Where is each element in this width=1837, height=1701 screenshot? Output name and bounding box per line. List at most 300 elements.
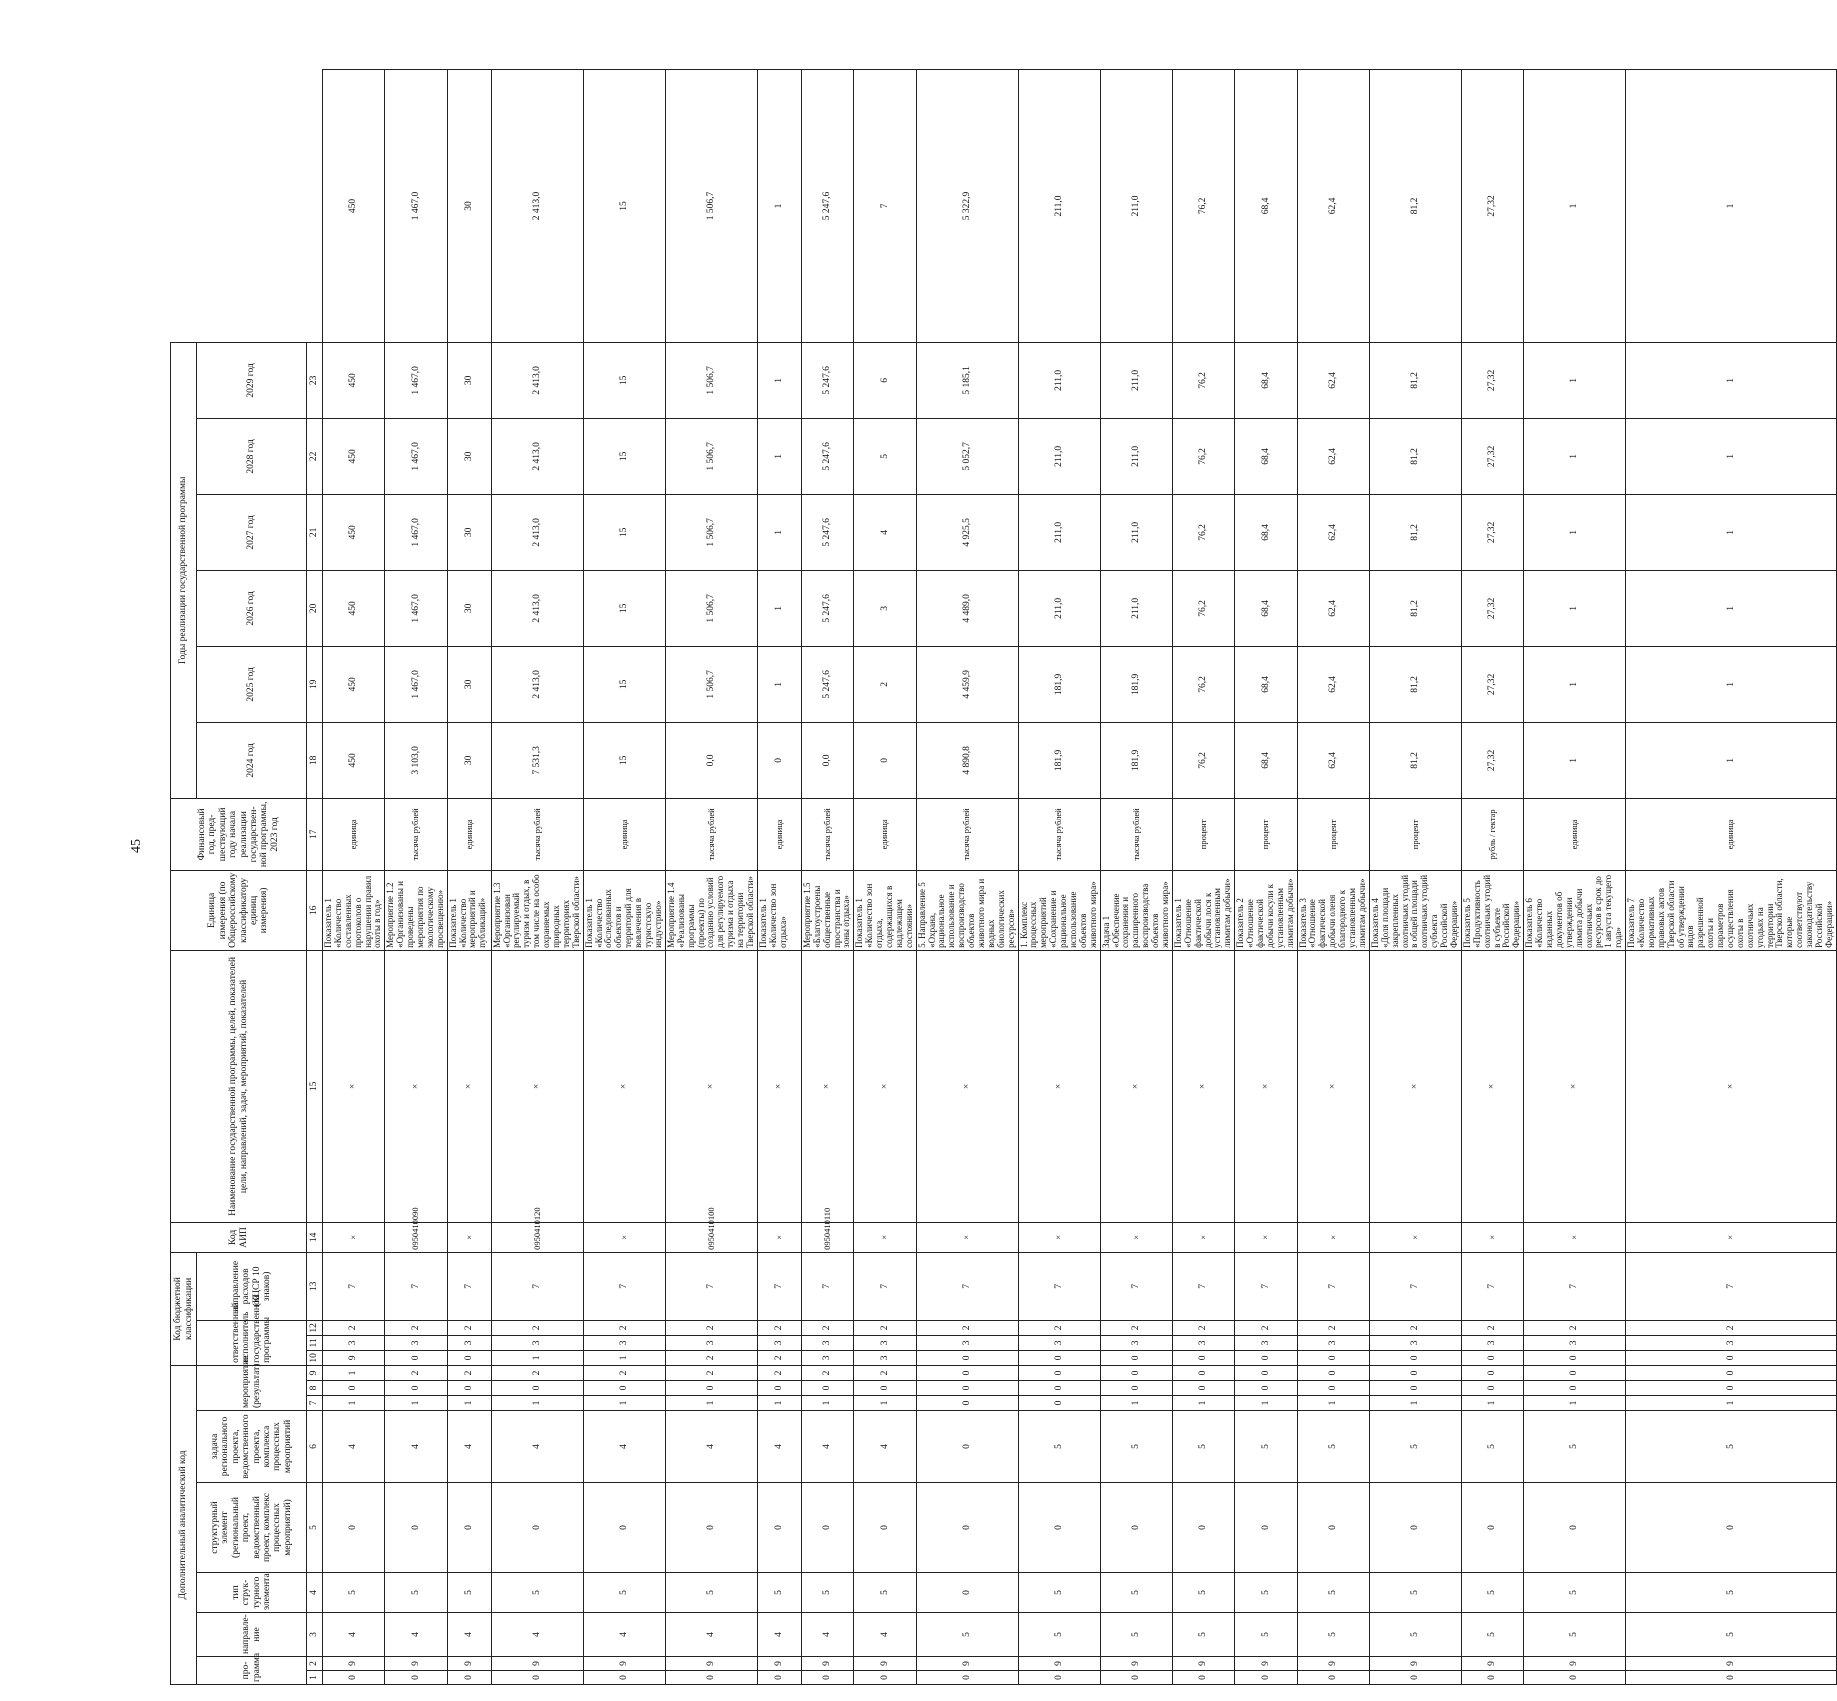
column-number: 11 (307, 1335, 323, 1350)
code-cell: 0 (1626, 1483, 1837, 1573)
code-cell: × (1235, 950, 1297, 1222)
column-number: 17 (307, 798, 323, 870)
value-year: 1 (1524, 342, 1626, 418)
value-year: 1 (757, 570, 801, 646)
code-cell: 4 (665, 1613, 757, 1657)
code-cell: 0 (1297, 1483, 1369, 1573)
code-cell: 4 (491, 1411, 583, 1483)
value-year: 1 467,0 (385, 646, 447, 722)
column-number: 14 (307, 1222, 323, 1252)
value-year: 211,0 (1018, 418, 1100, 494)
value-year: 211,0 (1018, 494, 1100, 570)
header-fin-year: Финансовый год, пред-шествующий году начала реализации государствен-ной программы, 2023 год (171, 798, 307, 870)
code-cell: 0 (665, 1381, 757, 1396)
value-year: 68,4 (1235, 570, 1297, 646)
code-cell: 4 (385, 1411, 447, 1483)
code-cell: 0 (1100, 1350, 1172, 1365)
row-unit: тысяча рублей (1100, 798, 1172, 870)
header-year-2025: 2025 год (197, 646, 307, 722)
code-cell: 0 (1524, 1671, 1626, 1685)
code-cell: 3 (916, 1335, 1018, 1350)
code-cell: 2 (1172, 1320, 1234, 1335)
code-cell: 0 (447, 1381, 491, 1396)
value-year: 30 (447, 418, 491, 494)
value-year: 1 467,0 (385, 494, 447, 570)
code-cell: 2 (1626, 1320, 1837, 1335)
header-year-2028: 2028 год (197, 418, 307, 494)
table-row (801, 70, 853, 1685)
code-cell: 3 (1235, 1335, 1297, 1350)
row-name: Мероприятие 1.4 «Реализованы программы (проекты) по созданию условий для регулируемого туризма и отдыха на территории Тверской области» (665, 870, 757, 950)
code-cell: 7 (1369, 1252, 1461, 1320)
code-cell: 0 (1235, 1381, 1297, 1396)
table-row (1297, 70, 1369, 1685)
code-cell: 4 (801, 1613, 853, 1657)
value-year: 15 (583, 418, 665, 494)
value-year: 2 413,0 (491, 494, 583, 570)
code-cell: 0 (1524, 1483, 1626, 1573)
table-row (1235, 70, 1297, 1685)
value-year: 5 247,6 (801, 646, 853, 722)
value-year: 211,0 (1100, 494, 1172, 570)
column-number: 4 (307, 1573, 323, 1613)
column-number: 8 (307, 1381, 323, 1396)
code-cell: 1 (1297, 1396, 1369, 1411)
column-number: 15 (307, 950, 323, 1222)
code-cell: 1 (583, 1350, 665, 1365)
code-cell: 1 (323, 1365, 385, 1380)
value-2023: 1 (1524, 722, 1626, 798)
column-number: 23 (307, 342, 323, 418)
code-cell: 4 (757, 1613, 801, 1657)
table-row (323, 70, 385, 1685)
row-unit: тысяча рублей (491, 798, 583, 870)
code-cell: 2 (1297, 1320, 1369, 1335)
table-row (447, 70, 491, 1685)
row-unit: процент (1235, 798, 1297, 870)
code-cell: 0 (1369, 1365, 1461, 1380)
value-2023: 181,9 (1100, 722, 1172, 798)
value-year: 1 467,0 (385, 570, 447, 646)
value-year: 2 413,0 (491, 646, 583, 722)
value-year: 5 247,6 (801, 570, 853, 646)
code-cell: × (1018, 1222, 1100, 1252)
header-struct-type: тип струк-турного элемента (197, 1573, 307, 1613)
value-year: 2 413,0 (491, 70, 583, 343)
code-cell: 2 (323, 1320, 385, 1335)
value-year: 1 467,0 (385, 418, 447, 494)
column-number: 19 (307, 646, 323, 722)
code-cell: 0 (1297, 1350, 1369, 1365)
code-cell: × (583, 1222, 665, 1252)
value-year: 211,0 (1100, 342, 1172, 418)
code-cell: × (916, 950, 1018, 1222)
code-cell: 0 (323, 1483, 385, 1573)
code-cell: 0 (583, 1381, 665, 1396)
value-2023: 0 (854, 722, 916, 798)
code-cell: 1 (1524, 1396, 1626, 1411)
code-cell: 5 (854, 1573, 916, 1613)
code-cell: 9 (1524, 1657, 1626, 1671)
code-cell: 1 (1369, 1396, 1461, 1411)
code-cell: 4 (583, 1613, 665, 1657)
column-number-row (307, 70, 323, 1685)
code-cell: × (1100, 950, 1172, 1222)
code-cell: 0 (854, 1483, 916, 1573)
code-cell: × (323, 1222, 385, 1252)
code-cell: × (665, 950, 757, 1222)
code-cell: 9 (1100, 1657, 1172, 1671)
value-year: 62,4 (1297, 646, 1369, 722)
value-year: 5 322,9 (916, 70, 1018, 343)
code-cell: × (1524, 1222, 1626, 1252)
code-cell: 0 (1018, 1381, 1100, 1396)
code-cell: 3 (583, 1335, 665, 1350)
code-cell: 5 (1018, 1613, 1100, 1657)
code-cell: × (1461, 950, 1523, 1222)
row-name: Показатель 1 «Количество зон отдыха, содержащихся в надлежащем состоянии» (854, 870, 916, 950)
code-cell: 5 (1235, 1411, 1297, 1483)
code-cell: 0 (1297, 1671, 1369, 1685)
code-cell: 0 (1524, 1365, 1626, 1380)
code-cell: 0 (491, 1381, 583, 1396)
code-cell: 5 (801, 1573, 853, 1613)
column-number: 5 (307, 1483, 323, 1573)
value-2023: 15 (583, 722, 665, 798)
code-cell: 0 (1018, 1671, 1100, 1685)
value-year: 15 (583, 70, 665, 343)
code-cell: 3 (1018, 1335, 1100, 1350)
code-cell: 0 (385, 1483, 447, 1573)
code-cell: 2 (801, 1320, 853, 1335)
code-cell: 9 (1626, 1657, 1837, 1671)
code-cell: 1 (801, 1396, 853, 1411)
value-year: 1 (1626, 494, 1837, 570)
code-cell: 0950410090 (385, 1222, 447, 1252)
value-year: 1 (1524, 418, 1626, 494)
code-cell: 2 (801, 1365, 853, 1380)
row-name: Показатель 1 «Количество зон отдыха» (757, 870, 801, 950)
value-year: 27,32 (1461, 342, 1523, 418)
header-years-group: Годы реализации государственной программы (171, 342, 197, 798)
code-cell: 9 (1235, 1657, 1297, 1671)
header-year-2026: 2026 год (197, 570, 307, 646)
table-row (583, 70, 665, 1685)
code-cell: × (1235, 1222, 1297, 1252)
code-cell: 0 (1018, 1365, 1100, 1380)
code-cell: × (1297, 1222, 1369, 1252)
column-number: 7 (307, 1396, 323, 1411)
value-year: 181,9 (1018, 646, 1100, 722)
code-cell: × (1461, 1222, 1523, 1252)
code-cell: 3 (801, 1335, 853, 1350)
value-year: 68,4 (1235, 342, 1297, 418)
column-number: 20 (307, 570, 323, 646)
row-name: Мероприятие 1.3 «Организован регулируемый туризм и отдых, в том числе на особо охраняемых природных территориях Тверской области» (491, 870, 583, 950)
code-cell: 0 (665, 1671, 757, 1685)
code-cell: 0 (1172, 1483, 1234, 1573)
value-year: 81,2 (1369, 494, 1461, 570)
code-cell: 5 (1524, 1613, 1626, 1657)
code-cell: 0 (1626, 1671, 1837, 1685)
code-cell: 0 (491, 1483, 583, 1573)
value-2023: 181,9 (1018, 722, 1100, 798)
row-name: Показатель 1 «Отношение фактической добычи лося к установленным лимитам добычи» (1172, 870, 1234, 950)
header-task: задача регионального проекта, ведомственного проекта, комплекса процессных мероприятий (197, 1411, 307, 1483)
row-name: Показатель 5 «Продуктивность охотничьих угодий в субъекте Российской Федерации» (1461, 870, 1523, 950)
code-cell: × (447, 950, 491, 1222)
code-cell: 3 (854, 1335, 916, 1350)
code-cell: 2 (447, 1365, 491, 1380)
code-cell: 5 (1461, 1411, 1523, 1483)
code-cell: 5 (757, 1573, 801, 1613)
code-cell: 0 (1100, 1483, 1172, 1573)
code-cell: 0 (385, 1381, 447, 1396)
code-cell: 1 (854, 1396, 916, 1411)
value-year: 4 459,9 (916, 646, 1018, 722)
code-cell: × (854, 1222, 916, 1252)
code-cell: 2 (1235, 1320, 1297, 1335)
value-2023: 81,2 (1369, 722, 1461, 798)
code-cell: 1 (323, 1396, 385, 1411)
code-cell: 2 (491, 1320, 583, 1335)
code-cell: 3 (1297, 1335, 1369, 1350)
value-year: 211,0 (1100, 570, 1172, 646)
row-unit: рубль / гектар (1461, 798, 1523, 870)
value-2023: 4 890,8 (916, 722, 1018, 798)
code-cell: 0 (1461, 1365, 1523, 1380)
code-cell: 1 (665, 1396, 757, 1411)
code-cell: 1 (757, 1396, 801, 1411)
row-name: Задача 1 «Обеспечение сохранения и расширенного воспроизводства объектов животного мира» (1100, 870, 1172, 950)
code-cell: 2 (916, 1320, 1018, 1335)
value-year: 5 185,1 (916, 342, 1018, 418)
value-year: 68,4 (1235, 494, 1297, 570)
value-year: 450 (323, 418, 385, 494)
code-cell: 0 (1369, 1671, 1461, 1685)
row-name: 1. Комплекс процессных мероприятий «Сохранение и рациональное использование объектов животного мира» (1018, 870, 1100, 950)
value-year: 211,0 (1100, 418, 1172, 494)
code-cell: 0 (854, 1671, 916, 1685)
row-unit: единица (583, 798, 665, 870)
code-cell: 0950410120 (491, 1222, 583, 1252)
code-cell: 0 (385, 1671, 447, 1685)
value-year: 211,0 (1018, 342, 1100, 418)
code-cell: × (1100, 1222, 1172, 1252)
code-cell: 0 (1100, 1381, 1172, 1396)
table-row (1018, 70, 1100, 1685)
code-cell: × (757, 1222, 801, 1252)
code-cell: 0 (491, 1671, 583, 1685)
code-cell: 3 (491, 1335, 583, 1350)
column-number: 6 (307, 1411, 323, 1483)
value-2023: 450 (323, 722, 385, 798)
value-2023: 1 (1626, 722, 1837, 798)
code-cell: 2 (1524, 1320, 1626, 1335)
code-cell: 0950410110 (801, 1222, 853, 1252)
code-cell: 7 (1235, 1252, 1297, 1320)
column-number: 10 (307, 1350, 323, 1365)
code-cell: 9 (854, 1657, 916, 1671)
header-name: Наименование государственной программы, целей, показателей цели, направлений, задач, мероприятий, показателей (171, 950, 307, 1222)
value-year: 27,32 (1461, 646, 1523, 722)
code-cell: 1 (491, 1396, 583, 1411)
header-year-2024: 2024 год (197, 722, 307, 798)
table-row (1626, 70, 1837, 1685)
value-year: 211,0 (1018, 570, 1100, 646)
code-cell: 0 (447, 1350, 491, 1365)
value-year: 15 (583, 494, 665, 570)
row-unit: тысяча рублей (801, 798, 853, 870)
value-year: 1 (1524, 646, 1626, 722)
row-unit: процент (1369, 798, 1461, 870)
code-cell: 5 (583, 1573, 665, 1613)
code-cell: 7 (385, 1252, 447, 1320)
code-cell: 5 (1297, 1613, 1369, 1657)
value-year: 15 (583, 646, 665, 722)
code-cell: 0 (1235, 1483, 1297, 1573)
value-year: 4 489,0 (916, 570, 1018, 646)
row-name: Показатель 4 «Доля площади закрепленных охотничьих угодий в общей площади охотничьих угодий субъекта Российской Федерации» (1369, 870, 1461, 950)
value-year: 62,4 (1297, 342, 1369, 418)
table-row (757, 70, 801, 1685)
row-name: Показатель 2 «Отношение фактической добычи косули к установленным лимитам добычи» (1235, 870, 1297, 950)
value-2023: 0 (757, 722, 801, 798)
value-2023: 0,0 (801, 722, 853, 798)
header-unit: Единица измерения (по Общероссийскому классификатору единиц измерения) (171, 870, 307, 950)
code-cell: 5 (1626, 1411, 1837, 1483)
code-cell: 0 (665, 1483, 757, 1573)
code-cell: 0 (1626, 1350, 1837, 1365)
code-cell: 0 (1018, 1483, 1100, 1573)
code-cell: × (916, 1222, 1018, 1252)
code-cell: × (801, 950, 853, 1222)
code-cell: 7 (323, 1252, 385, 1320)
code-cell: 3 (385, 1335, 447, 1350)
code-cell: 1 (1235, 1396, 1297, 1411)
value-year: 5 247,6 (801, 342, 853, 418)
value-year: 1 (757, 342, 801, 418)
row-unit: тысяча рублей (665, 798, 757, 870)
code-cell: 2 (1369, 1320, 1461, 1335)
value-year: 1 (1626, 70, 1837, 343)
value-2023: 76,2 (1172, 722, 1234, 798)
column-number: 13 (307, 1252, 323, 1320)
code-cell: 0 (801, 1671, 853, 1685)
code-cell: 9 (323, 1350, 385, 1365)
value-year: 62,4 (1297, 570, 1369, 646)
header-struct-element: структурный элемент (региональный проект, ведомственный проект, комплекс процессных мероприятий) (197, 1483, 307, 1573)
code-cell: 5 (1018, 1411, 1100, 1483)
code-cell: 7 (447, 1252, 491, 1320)
code-cell: 0 (1524, 1350, 1626, 1365)
code-cell: 7 (1461, 1252, 1523, 1320)
value-year: 181,9 (1100, 646, 1172, 722)
code-cell: 3 (1524, 1335, 1626, 1350)
value-year: 30 (447, 342, 491, 418)
column-number: 12 (307, 1320, 323, 1335)
value-2023: 7 531,3 (491, 722, 583, 798)
code-cell: 0 (1235, 1350, 1297, 1365)
code-cell: 2 (665, 1320, 757, 1335)
column-number: 21 (307, 494, 323, 570)
code-cell: 2 (583, 1320, 665, 1335)
value-year: 30 (447, 646, 491, 722)
code-cell: 2 (491, 1365, 583, 1380)
code-cell: 0 (323, 1671, 385, 1685)
column-number: 9 (307, 1365, 323, 1380)
value-year: 76,2 (1172, 70, 1234, 343)
code-cell: 1 (447, 1396, 491, 1411)
code-cell: 9 (1297, 1657, 1369, 1671)
code-cell: 5 (1297, 1411, 1369, 1483)
code-cell: 1 (385, 1396, 447, 1411)
value-year: 62,4 (1297, 70, 1369, 343)
code-cell: 0 (1461, 1381, 1523, 1396)
code-cell: 5 (1369, 1613, 1461, 1657)
code-cell: 0 (1235, 1365, 1297, 1380)
code-cell: 5 (385, 1573, 447, 1613)
code-cell: 0 (916, 1350, 1018, 1365)
value-2023: 30 (447, 722, 491, 798)
value-year: 81,2 (1369, 70, 1461, 343)
row-unit: единица (1524, 798, 1626, 870)
value-year: 211,0 (1018, 70, 1100, 343)
code-cell: 1 (1100, 1396, 1172, 1411)
code-cell: 3 (801, 1350, 853, 1365)
code-cell: 2 (1100, 1320, 1172, 1335)
table-row (665, 70, 757, 1685)
code-cell: 4 (447, 1613, 491, 1657)
row-name: Показатель 1 «Количество мероприятий и публикаций» (447, 870, 491, 950)
code-cell: 0 (1172, 1381, 1234, 1396)
code-cell: 0 (583, 1671, 665, 1685)
value-year: 1 (1524, 70, 1626, 343)
code-cell: × (491, 950, 583, 1222)
code-cell: 7 (757, 1252, 801, 1320)
column-number: 2 (307, 1657, 323, 1671)
value-2023: 68,4 (1235, 722, 1297, 798)
code-cell: 5 (1461, 1613, 1523, 1657)
row-name: Мероприятие 1.2 «Организованы и проведены мероприятия по экологическому просвещению» (385, 870, 447, 950)
code-cell: 0 (801, 1483, 853, 1573)
code-cell: 2 (385, 1365, 447, 1380)
code-cell: 0 (916, 1671, 1018, 1685)
code-cell: × (1369, 950, 1461, 1222)
code-cell: 5 (1297, 1573, 1369, 1613)
code-cell: 0 (1172, 1365, 1234, 1380)
table-row (1461, 70, 1523, 1685)
value-2023: 27,32 (1461, 722, 1523, 798)
code-cell: 4 (757, 1411, 801, 1483)
code-cell: 4 (447, 1411, 491, 1483)
code-cell: 4 (491, 1613, 583, 1657)
value-year: 6 (854, 342, 916, 418)
code-cell: 5 (323, 1573, 385, 1613)
column-number: 22 (307, 418, 323, 494)
value-2023: 62,4 (1297, 722, 1369, 798)
code-cell: 0 (1235, 1671, 1297, 1685)
code-cell: 5 (447, 1573, 491, 1613)
row-unit: тысяча рублей (1018, 798, 1100, 870)
code-cell: × (1524, 950, 1626, 1222)
value-year: 450 (323, 494, 385, 570)
code-cell: 2 (854, 1320, 916, 1335)
value-year: 450 (323, 342, 385, 418)
value-year: 27,32 (1461, 70, 1523, 343)
code-cell: 0 (916, 1411, 1018, 1483)
value-year: 1 506,7 (665, 494, 757, 570)
